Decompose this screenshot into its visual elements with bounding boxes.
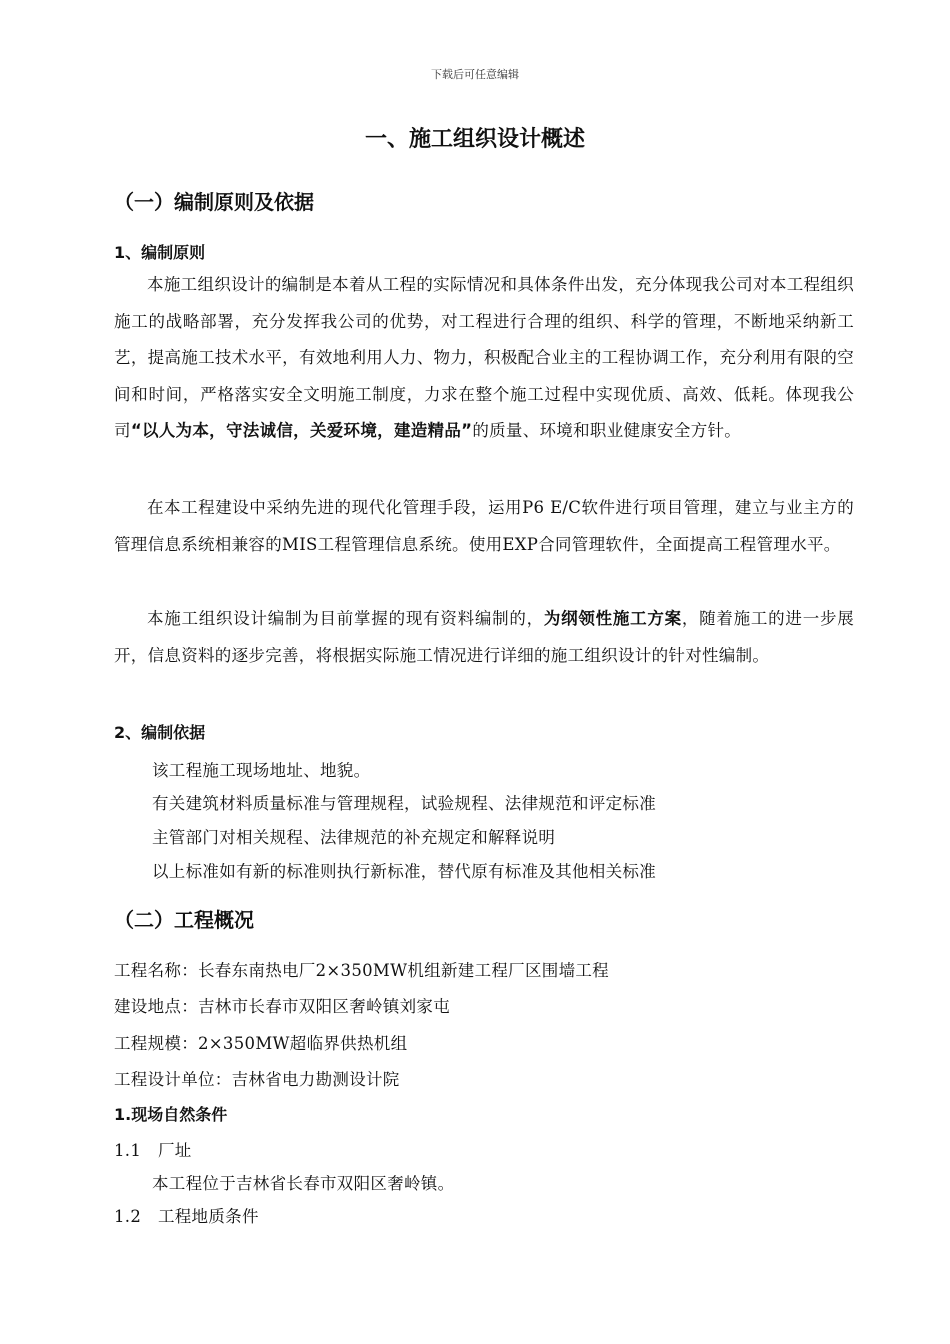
para1-motto: “以人为本，守法诚信，关爱环境，建造精品” — [130, 421, 473, 440]
page-title: 一、施工组织设计概述 — [364, 127, 585, 152]
para3-text-c: ，随着施工的进一步展开，信息资料的逐步完善，将根据实际施工情况进行详细的施工组织设计的针对性编制。 — [114, 609, 854, 665]
paragraph-principles-1 — [114, 267, 854, 450]
project-scale: 工程规模：2×350MW超临界供热机组 — [114, 1034, 408, 1053]
para3-text-a: 本施工组织设计编制为目前掌握的现有资料编制的， — [147, 609, 544, 628]
basis-item-4: 以上标准如有新的标准则执行新标准，替代原有标准及其他相关标准 — [152, 862, 656, 881]
paragraph-principles-2: 在本工程建设中采纳先进的现代化管理手段，运用P6 E/C软件进行项目管理，建立与业主方的管理信息系统相兼容的MIS工程管理信息系统。使用EXP合同管理软件，全面提高工程管理水平。 — [114, 498, 854, 554]
para1-text-c: 的质量、环境和职业健康安全方针。 — [472, 421, 742, 440]
para3-emphasis: 为纲领性施工方案 — [543, 609, 682, 628]
geology-heading: 1.2 工程地质条件 — [114, 1207, 259, 1226]
site-text: 本工程位于吉林省长春市双阳区奢岭镇。 — [152, 1174, 455, 1193]
project-location: 建设地点：吉林市长春市双阳区奢岭镇刘家屯 — [114, 997, 450, 1016]
paragraph-principles-3 — [114, 601, 854, 674]
basis-item-1: 该工程施工现场地址、地貌。 — [152, 761, 371, 780]
subsection-heading-principles: 1、编制原则 — [114, 243, 206, 262]
subsection-heading-natural: 1.现场自然条件 — [114, 1105, 228, 1124]
basis-item-3: 主管部门对相关规程、法律规范的补充规定和解释说明 — [152, 828, 556, 847]
header-note: 下载后可任意编辑 — [431, 68, 519, 81]
section-heading-overview: （二）工程概况 — [114, 908, 254, 932]
para1-text-a: 本施工组织设计的编制是本着从工程的实际情况和具体条件出发，充分体现我公司对本工程组织施工的战略部署，充分发挥我公司的优势，对工程进行合理的组织、科学的管理，不断地采纳新工艺，提高施工技术水平，有效地利用人力、物力，积极配合业主的工程协调工作，充分利用有限的空间和时间，严格落实安全文明施工制度，力求在整个施工过程中实现优质、高效、低耗。体现我公司 — [114, 275, 854, 440]
site-heading: 1.1 厂址 — [114, 1141, 192, 1160]
project-name: 工程名称：长春东南热电厂2×350MW机组新建工程厂区围墙工程 — [114, 961, 609, 980]
subsection-heading-basis: 2、编制依据 — [114, 723, 206, 742]
project-designer: 工程设计单位：吉林省电力勘测设计院 — [114, 1070, 400, 1089]
basis-item-2: 有关建筑材料质量标准与管理规程，试验规程、法律规范和评定标准 — [152, 794, 656, 813]
section-heading-principles: （一）编制原则及依据 — [114, 190, 314, 214]
